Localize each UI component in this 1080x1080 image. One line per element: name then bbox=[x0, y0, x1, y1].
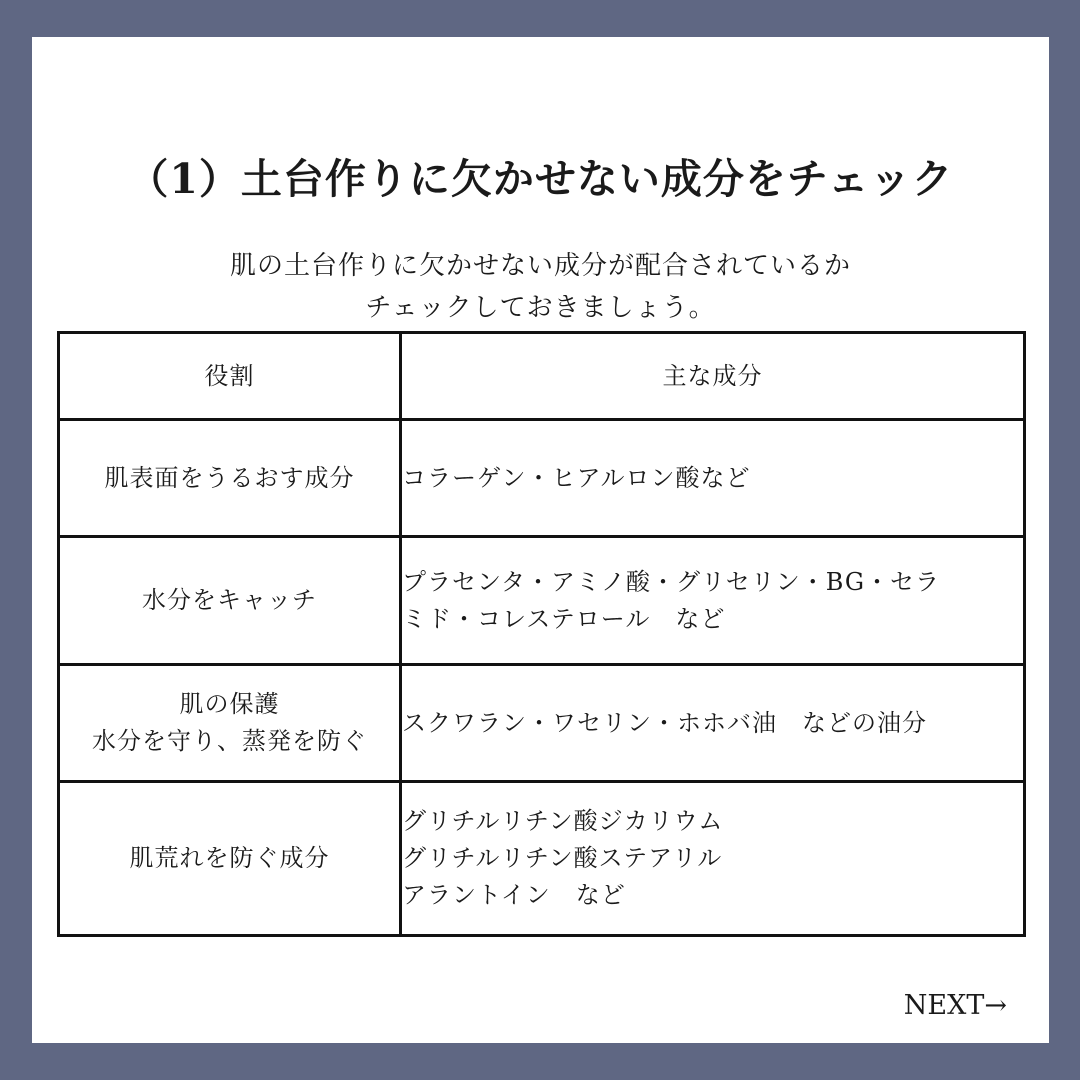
ingredients-cell bbox=[401, 537, 1025, 665]
table-row bbox=[59, 420, 1025, 537]
role-cell bbox=[59, 537, 401, 665]
role-cell bbox=[59, 782, 401, 936]
content-card bbox=[32, 37, 1049, 1043]
role-text: 肌表面をうるおす成分 bbox=[104, 463, 355, 492]
ingredients-text: コラーゲン・ヒアルロン酸など bbox=[402, 463, 751, 492]
ingredients-cell bbox=[401, 782, 1025, 936]
table-header-row bbox=[59, 333, 1025, 420]
ingredients-text: スクワラン・ワセリン・ホホバ油 などの油分 bbox=[402, 708, 927, 737]
page-title: （1）土台作りに欠かせない成分をチェック bbox=[127, 155, 954, 203]
ingredients-text: プラセンタ・アミノ酸・グリセリン・BG・セラ bbox=[402, 567, 941, 596]
ingredients-text: グリチルリチン酸ステアリル bbox=[402, 844, 723, 872]
intro-line: チェックしておきましょう。 bbox=[365, 293, 716, 323]
table-row bbox=[59, 782, 1025, 936]
role-cell bbox=[59, 665, 401, 782]
ingredients-cell bbox=[401, 420, 1025, 537]
intro-text bbox=[32, 245, 1049, 329]
table-row bbox=[59, 537, 1025, 665]
ingredients-text: ミド・コレステロール など bbox=[402, 604, 726, 633]
header-role: 役割 bbox=[59, 333, 401, 420]
table-row bbox=[59, 665, 1025, 782]
ingredients-cell bbox=[401, 665, 1025, 782]
intro-line: 肌の土台作りに欠かせない成分が配合されているか bbox=[229, 251, 851, 281]
next-link[interactable]: NEXT→ bbox=[903, 990, 1007, 1021]
role-text: 水分を守り、蒸発を防ぐ bbox=[92, 727, 367, 755]
role-text: 水分をキャッチ bbox=[142, 586, 317, 614]
role-text: 肌の保護 bbox=[179, 690, 280, 718]
ingredients-table bbox=[57, 331, 1026, 937]
ingredients-text: アラントイン など bbox=[402, 881, 626, 909]
header-ingredients: 主な成分 bbox=[401, 333, 1025, 420]
ingredients-text: グリチルリチン酸ジカリウム bbox=[402, 807, 724, 835]
role-cell bbox=[59, 420, 401, 537]
role-text: 肌荒れを防ぐ成分 bbox=[129, 844, 330, 872]
